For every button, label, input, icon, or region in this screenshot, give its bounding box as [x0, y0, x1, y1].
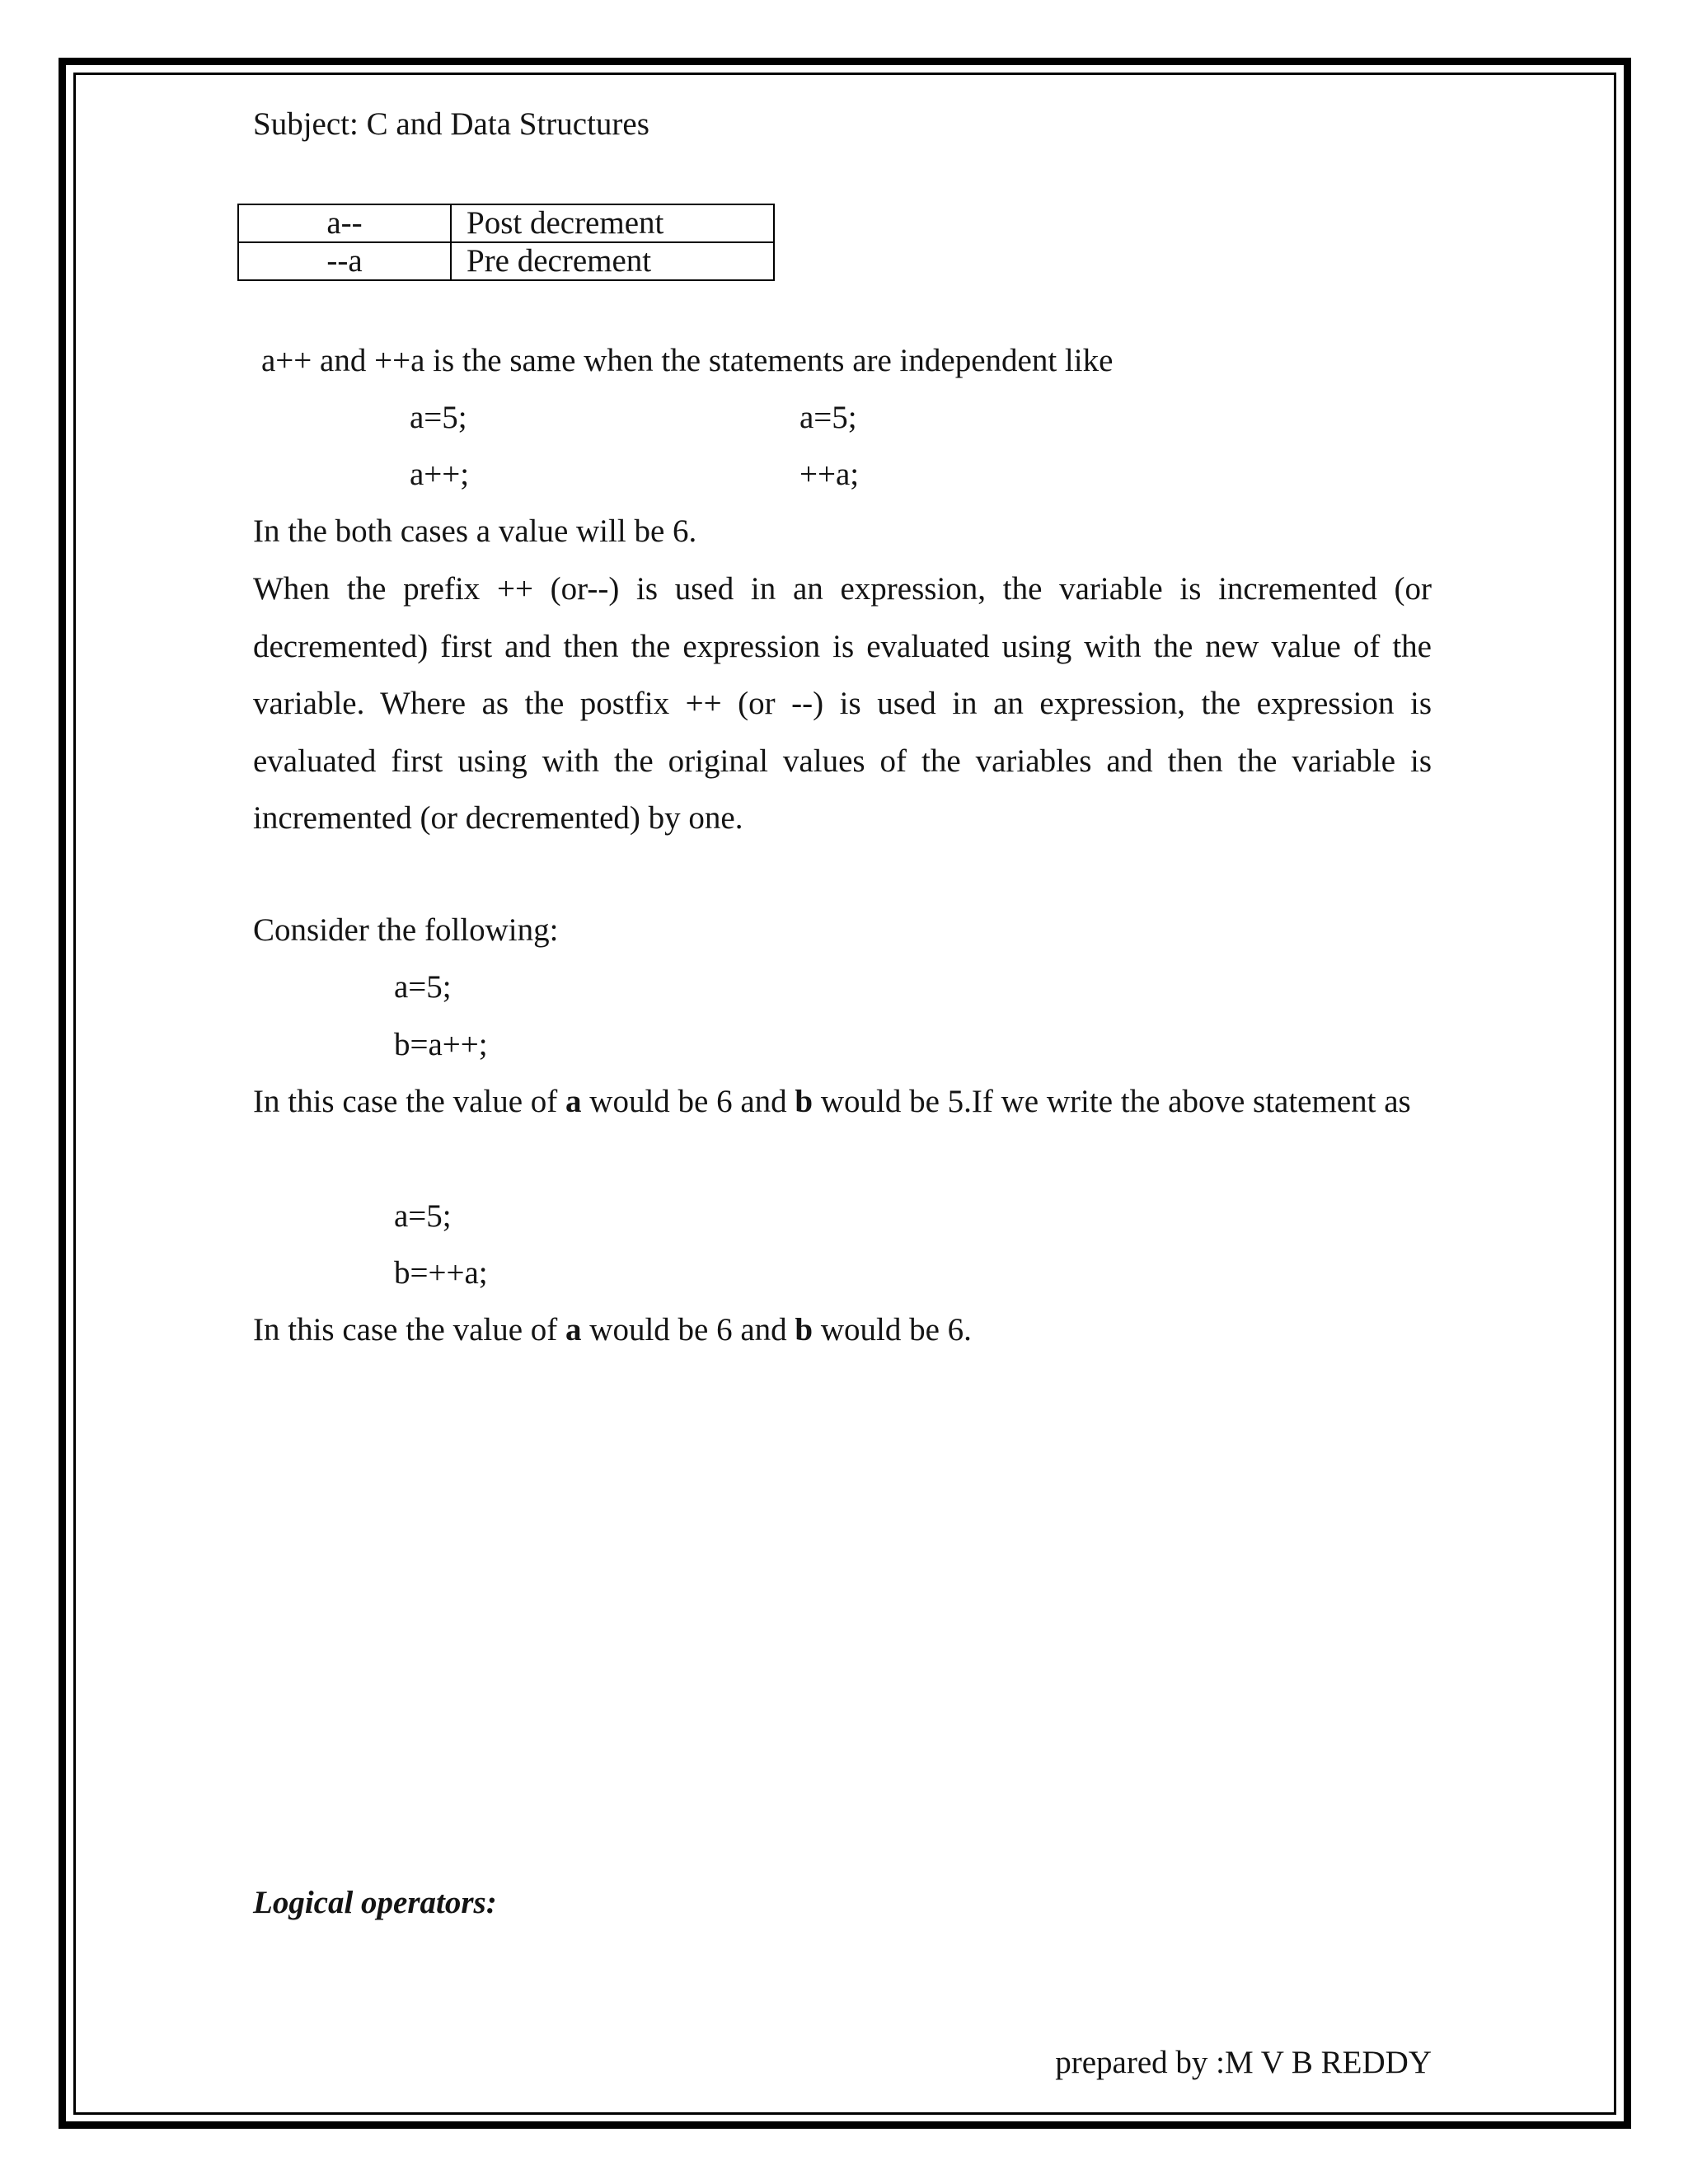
case2-line — [253, 1311, 972, 1349]
text-span: would be 6. — [813, 1312, 972, 1347]
table-cell-operator: --a — [238, 242, 451, 280]
subject-header: Subject: C and Data Structures — [253, 106, 649, 142]
bold-var-a: a — [565, 1084, 582, 1119]
table-cell-description: Post decrement — [451, 204, 774, 242]
bold-var-b: b — [795, 1312, 814, 1347]
operator-table — [237, 204, 775, 281]
code-line: a++; — [410, 457, 470, 492]
intro-line: a++ and ++a is the same when the statements are independent like — [261, 343, 1114, 378]
text-span: would be 5.If we write the above statement as — [813, 1084, 1411, 1119]
table-row — [238, 242, 774, 280]
table-row — [238, 204, 774, 242]
code-line: b=a++; — [394, 1027, 488, 1062]
table-cell-description: Pre decrement — [451, 242, 774, 280]
both-cases-line: In the both cases a value will be 6. — [253, 513, 697, 549]
text-span: In this case the value of — [253, 1084, 566, 1119]
explanation-paragraph: When the prefix ++ (or--) is used in an expression, the variable is incremented (or decremented) first and then the expression is evaluated using with the new value of the variable. Where as the postfix ++ (or --) is used in an expression, the expression is evaluated first using with the original values of the variables and then the variable is incremented (or decremented) by one. — [253, 571, 1432, 836]
case1-paragraph — [253, 1073, 1432, 1131]
code-line: a=5; — [394, 1198, 452, 1234]
section-heading: Logical operators: — [253, 1885, 497, 1920]
code-line: a=5; — [410, 400, 467, 435]
footer-credit: prepared by :M V B REDDY — [1055, 2045, 1432, 2080]
text-span: would be 6 and — [581, 1084, 795, 1119]
bold-var-b: b — [795, 1084, 814, 1119]
text-span: would be 6 and — [581, 1312, 795, 1347]
table-cell-operator: a-- — [238, 204, 451, 242]
consider-line: Consider the following: — [253, 912, 559, 948]
code-line: a=5; — [394, 969, 452, 1005]
text-span: In this case the value of — [253, 1312, 566, 1347]
code-line: a=5; — [799, 400, 857, 435]
bold-var-a: a — [565, 1312, 582, 1347]
code-line: b=++a; — [394, 1255, 488, 1291]
code-line: ++a; — [799, 457, 860, 492]
